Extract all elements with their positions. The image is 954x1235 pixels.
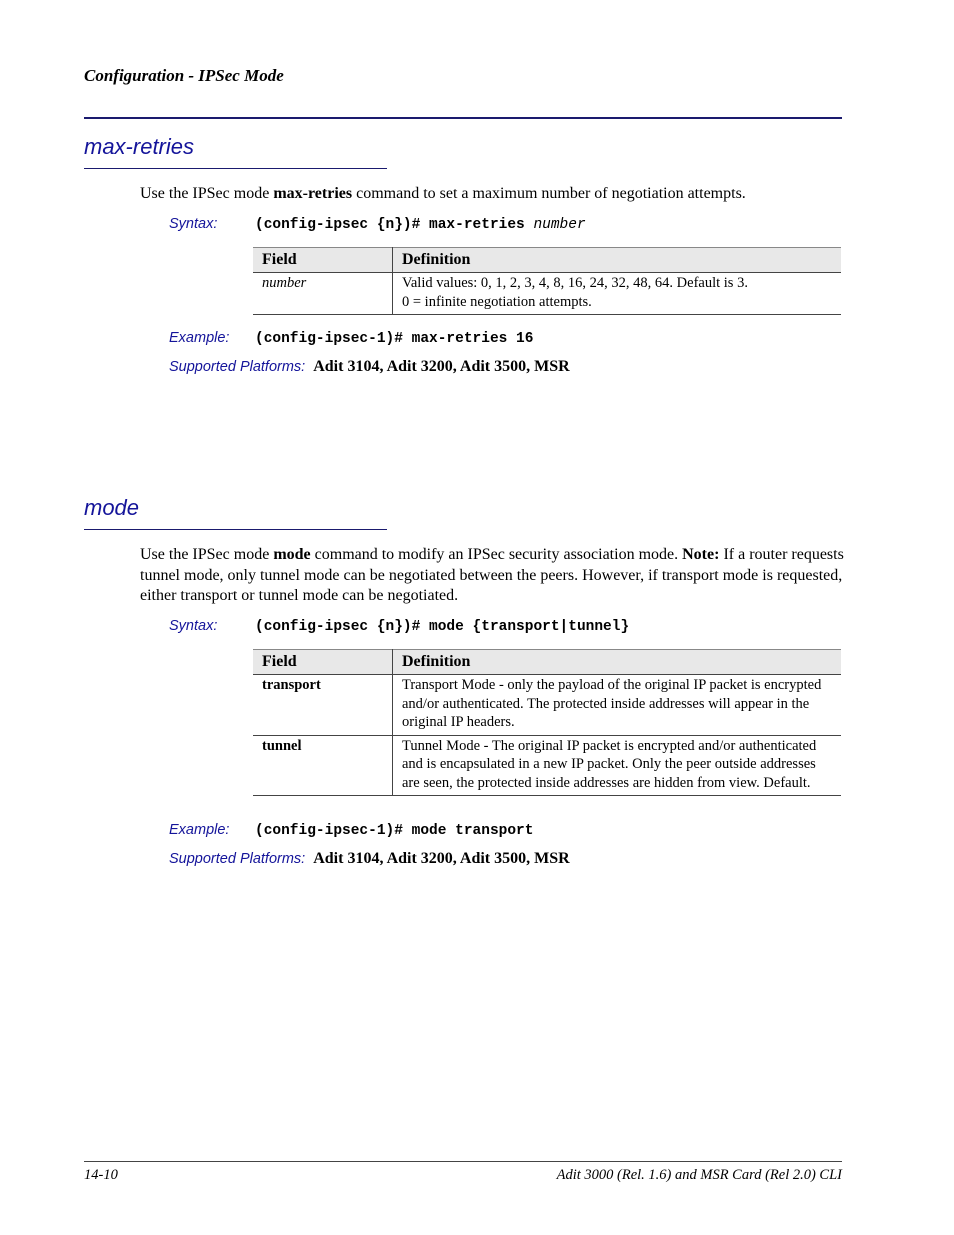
example-command: (config-ipsec-1)# mode transport xyxy=(255,823,534,839)
max-retries-intro: Use the IPSec mode max-retries command to set a maximum number of negotiation attempts. xyxy=(140,185,746,202)
table-header-row xyxy=(253,248,841,273)
field-cell: transport xyxy=(253,675,393,736)
supported-platforms xyxy=(169,358,570,376)
syntax-label: Syntax: xyxy=(169,618,218,634)
header-divider xyxy=(84,117,842,119)
column-header-field: Field xyxy=(253,248,393,273)
column-header-field: Field xyxy=(253,650,393,675)
footer-doc-title: Adit 3000 (Rel. 1.6) and MSR Card (Rel 2.0) CLI xyxy=(556,1167,842,1183)
column-header-definition: Definition xyxy=(393,248,842,273)
table-row xyxy=(253,675,841,736)
mode-definition-table xyxy=(253,649,841,796)
column-header-definition: Definition xyxy=(393,650,842,675)
example-label: Example: xyxy=(169,330,230,346)
table-row xyxy=(253,273,841,315)
platforms-list: Adit 3104, Adit 3200, Adit 3500, MSR xyxy=(313,850,570,867)
max-retries-definition-table xyxy=(253,247,841,315)
definition-cell: Valid values: 0, 1, 2, 3, 4, 8, 16, 24, 32, 48, 64. Default is 3. 0 = infinite negotiation attempts. xyxy=(393,273,842,315)
footer-divider xyxy=(84,1161,842,1162)
syntax-label: Syntax: xyxy=(169,216,218,232)
syntax-command: (config-ipsec {n})# max-retries number xyxy=(255,217,586,233)
field-cell: number xyxy=(253,273,393,315)
platforms-label: Supported Platforms: xyxy=(169,359,306,375)
section-title-max-retries: max-retries xyxy=(84,134,195,159)
syntax-command: (config-ipsec {n})# mode {transport|tunnel} xyxy=(255,619,630,635)
mode-intro: Use the IPSec mode mode command to modify an IPSec security association mode. Note: If a router requests tunnel mode, only tunnel mode can be negotiated between the peers. However, if transport mode is requested, either transport or tunnel mode can be negotiated. xyxy=(140,546,844,604)
definition-cell: Tunnel Mode - The original IP packet is encrypted and/or authenticated and is encapsulated in a new IP packet. Only the peer outside addresses are seen, the protected inside addresses are hidden from view. Default. xyxy=(393,735,842,796)
section-title-mode: mode xyxy=(84,495,140,520)
definition-cell: Transport Mode - only the payload of the original IP packet is encrypted and/or authenticated. The protected inside addresses will appear in the original IP headers. xyxy=(393,675,842,736)
section-title-underline xyxy=(84,529,387,530)
command-name: mode xyxy=(273,546,311,563)
example-label: Example: xyxy=(169,822,230,838)
table-row xyxy=(253,735,841,796)
command-name: max-retries xyxy=(273,185,353,202)
syntax-argument: number xyxy=(533,217,586,233)
field-cell: tunnel xyxy=(253,735,393,796)
note-label: Note: xyxy=(682,546,720,563)
running-header: Configuration - IPSec Mode xyxy=(84,66,284,85)
page-number: 14-10 xyxy=(84,1167,118,1183)
section-title-underline xyxy=(84,168,387,169)
example-command: (config-ipsec-1)# max-retries 16 xyxy=(255,331,534,347)
table-header-row xyxy=(253,650,841,675)
supported-platforms xyxy=(169,850,570,868)
platforms-list: Adit 3104, Adit 3200, Adit 3500, MSR xyxy=(313,358,570,375)
platforms-label: Supported Platforms: xyxy=(169,851,306,867)
